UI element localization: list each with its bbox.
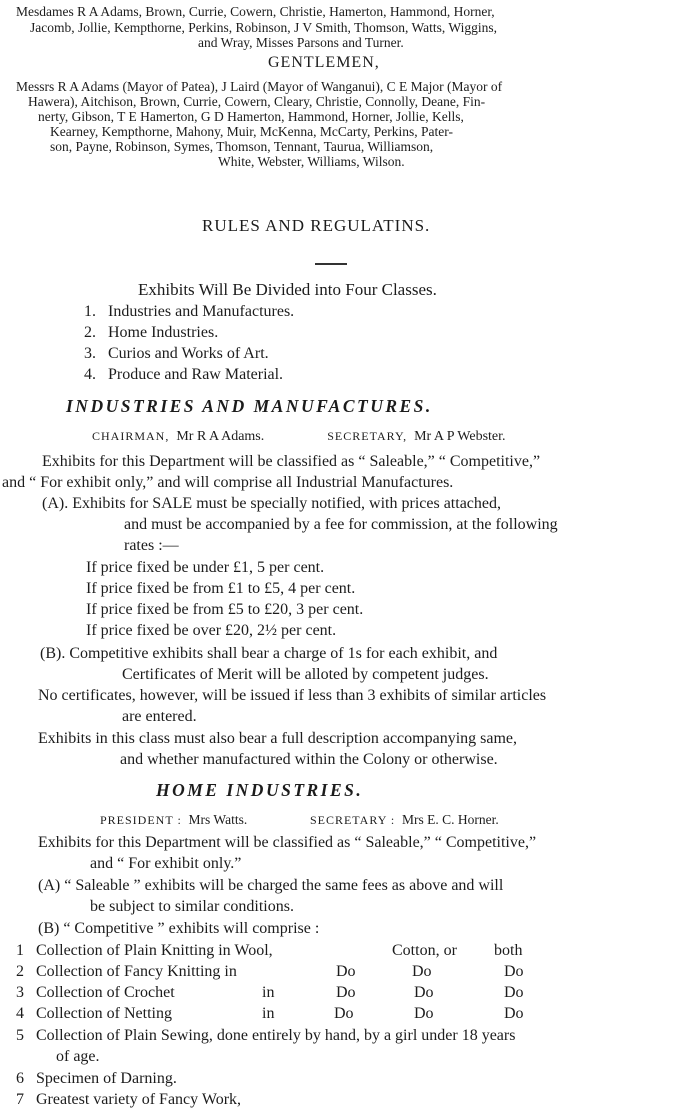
home-line: (B) “ Competitive ” exhibits will comprise : bbox=[38, 920, 320, 937]
class-item: 3. Curios and Works of Art. bbox=[84, 345, 269, 362]
rules-title: RULES AND REGULATINS. bbox=[202, 216, 431, 235]
gentlemen-line-6: White, Webster, Williams, Wilson. bbox=[218, 154, 405, 169]
industries-line: No certificates, however, will be issued if less than 3 exhibits of similar articles bbox=[38, 687, 547, 704]
gentlemen-line-4: Kearney, Kempthorne, Mahony, Muir, McKenna, McCarty, Perkins, Pater- bbox=[50, 124, 453, 139]
classes-intro: Exhibits Will Be Divided into Four Classes. bbox=[138, 280, 437, 299]
home-officers bbox=[100, 813, 499, 827]
ladies-line-1: Mesdames R A Adams, Brown, Currie, Cowern, Christie, Hamerton, Hammond, Horner, bbox=[16, 4, 495, 19]
rate-line: If price fixed be under £1, 5 per cent. bbox=[86, 559, 325, 576]
home-line: Exhibits for this Department will be classified as “ Saleable,” “ Competitive,” bbox=[38, 834, 537, 851]
industries-officers bbox=[92, 430, 506, 444]
home-line: and “ For exhibit only.” bbox=[90, 855, 242, 872]
item-text: Collection of Crochet bbox=[36, 984, 175, 1001]
item-col: Do bbox=[414, 984, 434, 1001]
home-line: (A) “ Saleable ” exhibits will be charged the same fees as above and will bbox=[38, 877, 504, 894]
item-col: Do bbox=[336, 963, 356, 980]
president-label: PRESIDENT : bbox=[100, 813, 182, 827]
item-text: Collection of Fancy Knitting in bbox=[36, 963, 237, 980]
item-col: Cotton, or bbox=[392, 942, 457, 959]
chairman-name: Mr R A Adams. bbox=[176, 429, 265, 444]
industries-line: (B). Competitive exhibits shall bear a charge of 1s for each exhibit, and bbox=[40, 645, 498, 662]
industries-line: Certificates of Merit will be alloted by competent judges. bbox=[122, 666, 489, 683]
home-secretary-name: Mrs E. C. Horner. bbox=[402, 812, 499, 827]
list-item: 2 bbox=[16, 963, 24, 980]
industries-line: (A). Exhibits for SALE must be specially notified, with prices attached, bbox=[42, 495, 501, 512]
item-text: Collection of Netting bbox=[36, 1005, 172, 1022]
industries-line: and must be accompanied by a fee for commission, at the following bbox=[124, 516, 558, 533]
home-heading: HOME INDUSTRIES. bbox=[156, 780, 364, 800]
item-text: Specimen of Darning. bbox=[36, 1070, 177, 1087]
item-col: Do bbox=[504, 963, 524, 980]
item-text-cont: of age. bbox=[56, 1048, 100, 1065]
class-item: 2. Home Industries. bbox=[84, 324, 219, 341]
ladies-line-2: Jacomb, Jollie, Kempthorne, Perkins, Robinson, J V Smith, Thomson, Watts, Wiggins, bbox=[30, 20, 498, 35]
industries-line: and whether manufactured within the Colony or otherwise. bbox=[120, 751, 498, 768]
item-col: both bbox=[494, 942, 523, 959]
item-col: Do bbox=[504, 984, 524, 1001]
list-item: 6 bbox=[16, 1070, 24, 1087]
industries-line: are entered. bbox=[122, 708, 197, 725]
class-item: 1. Industries and Manufactures. bbox=[84, 303, 295, 320]
industries-line: and “ For exhibit only,” and will comprise all Industrial Manufactures. bbox=[2, 474, 454, 491]
industries-line: rates :— bbox=[124, 537, 179, 554]
list-item: 4 bbox=[16, 1005, 24, 1022]
list-item: 5 bbox=[16, 1027, 24, 1044]
rate-line: If price fixed be over £20, 2½ per cent. bbox=[86, 622, 337, 639]
item-col: in bbox=[262, 984, 275, 1001]
gentlemen-line-1: Messrs R A Adams (Mayor of Patea), J Laird (Mayor of Wanganui), C E Major (Mayor of bbox=[16, 79, 503, 94]
item-col: Do bbox=[334, 1005, 354, 1022]
class-item: 4. Produce and Raw Material. bbox=[84, 366, 284, 383]
home-secretary-label: SECRETARY : bbox=[309, 813, 396, 827]
item-col: Do bbox=[414, 1005, 434, 1022]
list-item: 7 bbox=[16, 1091, 24, 1108]
item-text: Greatest variety of Fancy Work, bbox=[36, 1091, 242, 1108]
secretary-name: Mr A P Webster. bbox=[414, 429, 506, 444]
home-line: be subject to similar conditions. bbox=[90, 898, 294, 915]
industries-line: Exhibits in this class must also bear a full description accompanying same, bbox=[38, 730, 518, 747]
president-name: Mrs Watts. bbox=[188, 812, 248, 827]
ladies-line-3: and Wray, Misses Parsons and Turner. bbox=[198, 35, 404, 50]
rate-line: If price fixed be from £5 to £20, 3 per cent. bbox=[86, 601, 364, 618]
gentlemen-line-5: son, Payne, Robinson, Symes, Thomson, Tennant, Taurua, Williamson, bbox=[50, 139, 434, 154]
item-col: in bbox=[262, 1005, 275, 1022]
list-item: 1 bbox=[16, 942, 24, 959]
industries-line: Exhibits for this Department will be classified as “ Saleable,” “ Competitive,” bbox=[42, 453, 541, 470]
item-text: Collection of Plain Sewing, done entirely by hand, by a girl under 18 years bbox=[36, 1027, 516, 1044]
gentlemen-line-3: nerty, Gibson, T E Hamerton, G D Hamerton, Hammond, Horner, Jollie, Kells, bbox=[38, 109, 464, 124]
secretary-label: SECRETARY, bbox=[327, 429, 408, 443]
chairman-label: CHAIRMAN, bbox=[92, 429, 170, 443]
gentlemen-line-2: Hawera), Aitchison, Brown, Currie, Cowern, Cleary, Christie, Connolly, Deane, Fin- bbox=[28, 94, 486, 109]
gentlemen-heading: GENTLEMEN, bbox=[268, 54, 380, 71]
rate-line: If price fixed be from £1 to £5, 4 per cent. bbox=[86, 580, 356, 597]
title-rule bbox=[315, 263, 347, 265]
item-col: Do bbox=[412, 963, 432, 980]
item-col: Do bbox=[336, 984, 356, 1001]
industries-heading: INDUSTRIES AND MANUFACTURES. bbox=[66, 396, 433, 416]
list-item: 3 bbox=[16, 984, 24, 1001]
item-text: Collection of Plain Knitting in Wool, bbox=[36, 942, 273, 959]
item-col: Do bbox=[504, 1005, 524, 1022]
